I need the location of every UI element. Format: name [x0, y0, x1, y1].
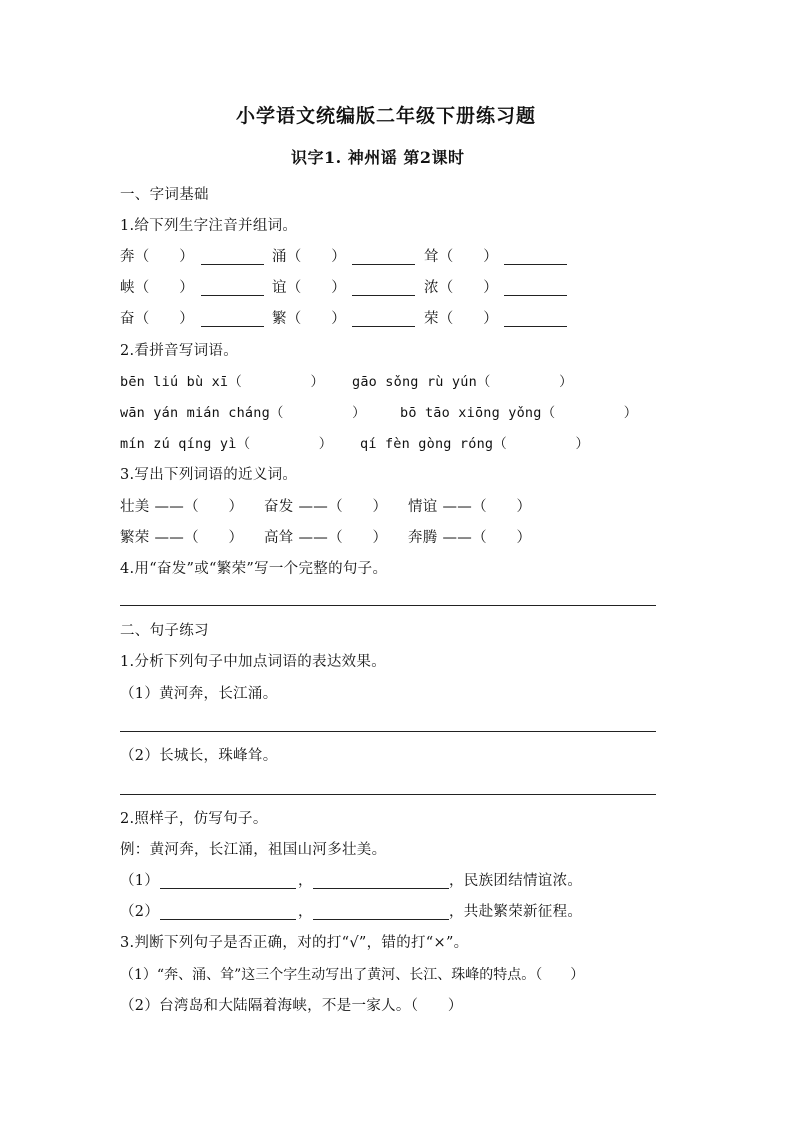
q1-blank[interactable] — [352, 326, 415, 327]
section1-heading: 一、字词基础 — [120, 187, 209, 203]
s2-q2-blank[interactable] — [160, 919, 296, 920]
q1-char-rong: 荣（ ） — [424, 311, 498, 327]
q1-char-yong: 涌（ ） — [272, 249, 346, 265]
q1-blank[interactable] — [504, 326, 567, 327]
q1-blank[interactable] — [352, 264, 415, 265]
section2-heading: 二、句子练习 — [120, 623, 209, 639]
q1-blank[interactable] — [201, 326, 264, 327]
s2-q2-blank[interactable] — [313, 919, 449, 920]
s2-q3-label: 3.判断下列句子是否正确，对的打“√”，错的打“×”。 — [120, 935, 469, 951]
q2-pinyin-item: bō tāo xiōng yǒng（ ） — [400, 405, 638, 421]
s2-q3-item1: （1）“奔、涌、耸”这三个字生动写出了黄河、长江、珠峰的特点。（ ） — [120, 967, 585, 983]
q3-synonym-item: 壮美 ——（ ） — [120, 499, 244, 515]
s2-q2-blank[interactable] — [313, 888, 449, 889]
q1-label: 1.给下列生字注音并组词。 — [120, 218, 298, 234]
q1-blank[interactable] — [201, 295, 264, 296]
s2-q1-answer-line[interactable] — [120, 794, 656, 795]
q2-pinyin-item: wān yán mián cháng（ ） — [120, 405, 366, 421]
s2-q1-answer-line[interactable] — [120, 731, 656, 732]
q1-char-fen: 奋（ ） — [120, 311, 194, 327]
s2-q3-item2: （2）台湾岛和大陆隔着海峡，不是一家人。（ ） — [120, 998, 463, 1014]
s2-q2-item2-sep: ， — [298, 904, 313, 920]
q1-blank[interactable] — [352, 295, 415, 296]
q1-char-fan: 繁（ ） — [272, 311, 346, 327]
s2-q2-item1-end: ，民族团结情谊浓。 — [449, 873, 583, 889]
q1-char-ben: 奔（ ） — [120, 249, 194, 265]
s2-q2-item1-num: （1） — [120, 873, 160, 889]
s2-q2-item1-sep: ， — [298, 873, 313, 889]
q2-pinyin-item: gāo sǒng rù yún（ ） — [352, 374, 573, 390]
s2-q2-label: 2.照样子，仿写句子。 — [120, 811, 268, 827]
worksheet-title: 小学语文统编版二年级下册练习题 — [236, 105, 537, 127]
s2-q1-item2: （2）长城长，珠峰耸。 — [120, 748, 278, 764]
q2-pinyin-item: qí fèn gòng róng（ ） — [360, 436, 590, 452]
s2-q1-item1: （1）黄河奔，长江涌。 — [120, 686, 278, 702]
q3-synonym-item: 奋发 ——（ ） — [264, 499, 388, 515]
q3-synonym-item: 高耸 ——（ ） — [264, 530, 388, 546]
q1-blank[interactable] — [504, 264, 567, 265]
q4-answer-line[interactable] — [120, 605, 656, 606]
q3-synonym-item: 情谊 ——（ ） — [408, 499, 532, 515]
s2-q2-item2-end: ，共赴繁荣新征程。 — [449, 904, 583, 920]
s2-q2-item2-num: （2） — [120, 904, 160, 920]
q2-pinyin-item: mín zú qíng yì（ ） — [120, 436, 333, 452]
q1-char-xia: 峡（ ） — [120, 280, 194, 296]
q1-char-song: 耸（ ） — [424, 249, 498, 265]
q1-char-yi: 谊（ ） — [272, 280, 346, 296]
q3-synonym-item: 奔腾 ——（ ） — [408, 530, 532, 546]
s2-q2-example: 例：黄河奔，长江涌，祖国山河多壮美。 — [120, 842, 387, 858]
q1-blank[interactable] — [504, 295, 567, 296]
s2-q1-label: 1.分析下列句子中加点词语的表达效果。 — [120, 654, 387, 670]
q1-blank[interactable] — [201, 264, 264, 265]
q2-pinyin-item: bēn liú bù xī（ ） — [120, 374, 325, 390]
q1-char-nong: 浓（ ） — [424, 280, 498, 296]
q3-synonym-item: 繁荣 ——（ ） — [120, 530, 244, 546]
lesson-subtitle: 识字1. 神州谣 第2课时 — [291, 148, 465, 167]
q2-label: 2.看拼音写词语。 — [120, 343, 239, 359]
q3-label: 3.写出下列词语的近义词。 — [120, 467, 298, 483]
s2-q2-blank[interactable] — [160, 888, 296, 889]
q4-label: 4.用“奋发”或“繁荣”写一个完整的句子。 — [120, 561, 388, 577]
